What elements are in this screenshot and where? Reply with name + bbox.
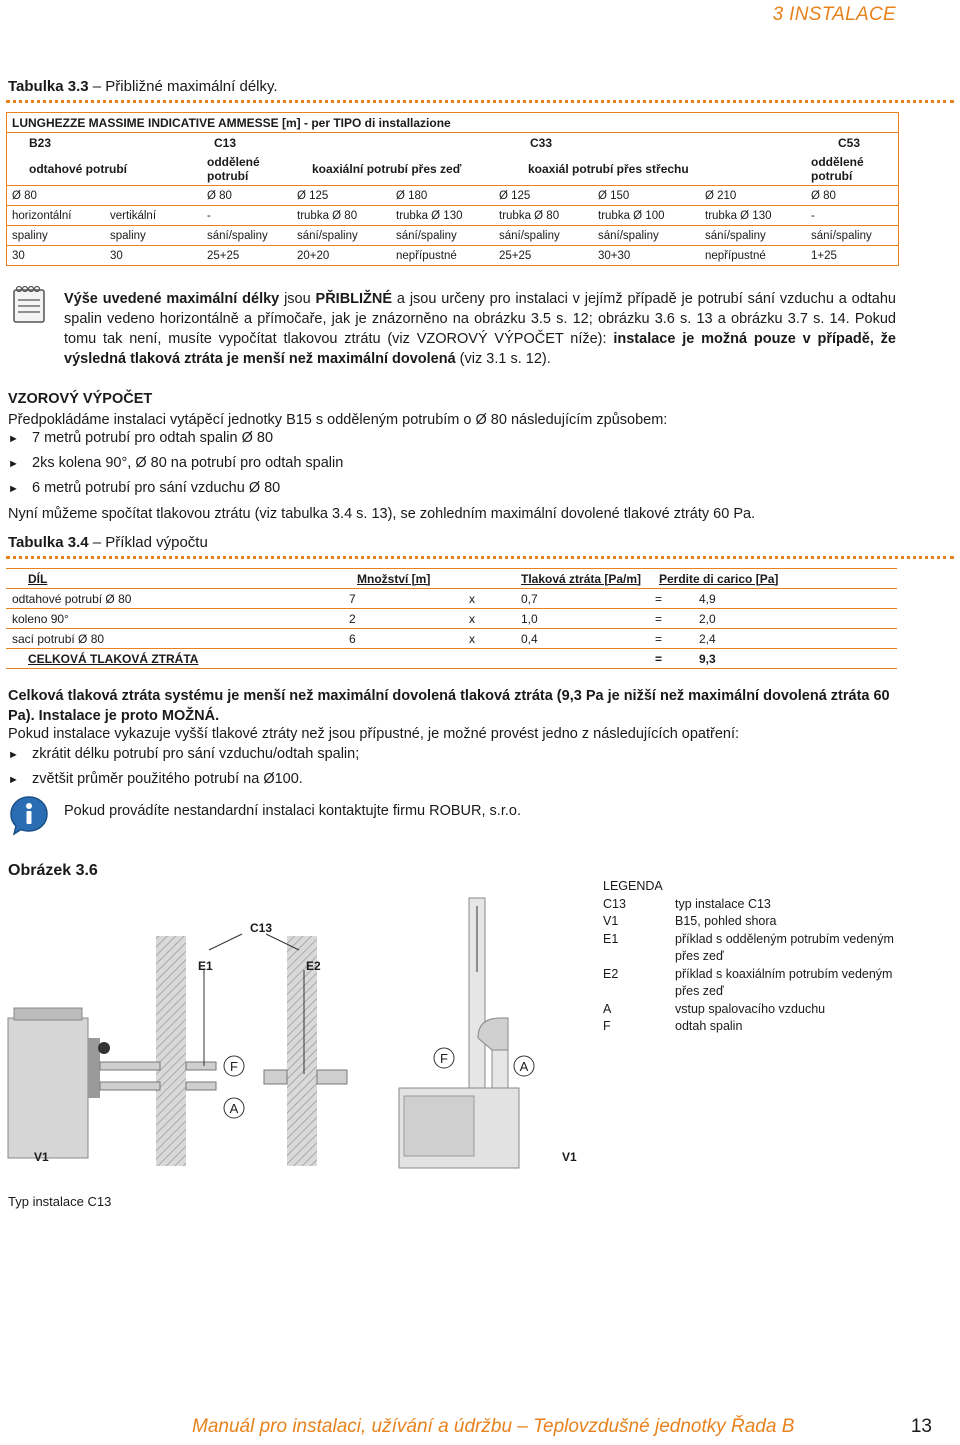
cell: sání/spaliny	[207, 229, 268, 242]
cell: vertikální	[110, 209, 157, 222]
table-row	[7, 225, 898, 245]
cell: koleno 90°	[12, 611, 69, 626]
footer-text: Manuál pro instalaci, užívání a údržbu – Teplovzdušné jednotky Řada B	[192, 1416, 795, 1437]
cell: sání/spaliny	[297, 229, 358, 242]
legend-item: V1 B15, pohled shora	[603, 914, 777, 928]
chapter-header: 3 INSTALACE	[772, 4, 896, 25]
table-3-3	[6, 112, 899, 266]
table-row	[7, 185, 898, 205]
legend-item: A vstup spalovacího vzduchu	[603, 1001, 826, 1016]
cell: Ø 80	[207, 189, 232, 202]
cell: Ø 125	[499, 189, 531, 202]
cell: trubka Ø 80	[499, 209, 560, 222]
cell: x	[469, 611, 475, 626]
group-c53: C53	[838, 135, 861, 150]
cell: 30+30	[598, 249, 631, 262]
list-item: ► 7 metrů potrubí pro odtah spalin Ø 80	[8, 430, 274, 446]
cell: sání/spaliny	[705, 229, 766, 242]
label-a-e1: A	[229, 1101, 239, 1116]
cell: 0,4	[521, 631, 538, 646]
arrow-bullet-icon: ►	[8, 433, 19, 445]
group-c33: C33	[530, 135, 553, 150]
cell: Ø 80	[12, 189, 37, 202]
cell: -	[207, 209, 211, 222]
subhead-koax-zed: koaxiální potrubí přes zeď	[312, 161, 462, 176]
cell: 1,0	[521, 611, 538, 626]
cell: Ø 80	[811, 189, 836, 202]
note-paragraph: Výše uvedené maximální délky jsou PŘIBLIŽNÉ a jsou určeny pro instalaci v jejímž případě je potrubí sání vzduchu a odtahu spalin vedeno horizontálně a přímočaře, jak je znázorněno na obrázku 3.5 s. 12; obrázku 3.6 s. 13 a obrázku 3.7 s. 14. Pokud tomu tak není, musíte vypočítat tlakovou ztrátu (viz VZOROVÝ VÝPOČET níže): instalace je možná pouze v případě, že výsledná tlaková ztráta je menší než maximální dovolená (viz 3.1 s. 12).	[64, 291, 896, 367]
list-item: ► zvětšit průměr použitého potrubí na Ø100.	[8, 771, 303, 787]
cell: 30	[12, 249, 25, 262]
arrow-bullet-icon: ►	[8, 458, 19, 470]
subhead-oddelene-c53: oddělené potrubí	[811, 154, 864, 183]
cell: sání/spaliny	[598, 229, 659, 242]
figure-title: Obrázek 3.6	[8, 862, 98, 879]
list-item: ► 6 metrů potrubí pro sání vzduchu Ø 80	[8, 480, 281, 496]
cell: 30	[110, 249, 123, 262]
group-c13: C13	[214, 135, 237, 150]
cell: horizontální	[12, 209, 72, 222]
example-heading: VZOROVÝ VÝPOČET	[8, 391, 153, 407]
cell: Ø 150	[598, 189, 630, 202]
label-f-roof: F	[440, 1051, 448, 1066]
cell: Ø 125	[297, 189, 329, 202]
notepad-icon	[10, 284, 48, 324]
table-row	[6, 589, 897, 609]
cell: 1+25	[811, 249, 837, 262]
cell: =	[655, 611, 663, 626]
cell: sání/spaliny	[499, 229, 560, 242]
subhead-odtah: odtahové potrubí	[29, 161, 127, 176]
cell: trubka Ø 130	[705, 209, 772, 222]
dotted-divider	[6, 100, 954, 103]
legend-item: F odtah spalin	[603, 1019, 743, 1033]
table-3-3-title	[8, 78, 278, 95]
total-label: CELKOVÁ TLAKOVÁ ZTRÁTA	[28, 651, 199, 666]
table-3-3-heading: LUNGHEZZE MASSIME INDICATIVE AMMESSE [m] - per TIPO di installazione	[12, 115, 451, 130]
cell: =	[655, 651, 663, 666]
arrow-bullet-icon: ►	[8, 774, 19, 786]
cell: 2	[349, 611, 356, 626]
table-total-row	[6, 649, 897, 669]
cell: sání/spaliny	[811, 229, 872, 242]
info-icon	[8, 794, 50, 836]
label-v1-left: V1	[34, 1150, 49, 1164]
cell: trubka Ø 80	[297, 209, 358, 222]
label-c13: C13	[250, 921, 273, 935]
table-3-3-label: Tabulka 3.3	[8, 78, 89, 95]
table-3-4-title: Tabulka 3.4 – Příklad výpočtu	[8, 534, 208, 551]
cell: x	[469, 631, 475, 646]
legend	[603, 878, 900, 1036]
legend-item: C13 typ instalace C13	[603, 896, 771, 911]
label-v1-right: V1	[562, 1150, 577, 1164]
cell: trubka Ø 100	[598, 209, 665, 222]
cell: sání/spaliny	[396, 229, 457, 242]
col-header: Perdite di carico [Pa]	[659, 571, 779, 586]
arrow-bullet-icon: ►	[8, 483, 19, 495]
cell: nepřípustné	[396, 249, 457, 262]
cell: =	[655, 631, 663, 646]
arrow-bullet-icon: ►	[8, 749, 19, 761]
table-row	[6, 609, 897, 629]
cell: x	[469, 591, 475, 606]
table-header-row	[6, 568, 897, 589]
cell: 2,0	[699, 611, 716, 626]
subhead-koax-strecha: koaxiál potrubí přes střechu	[528, 161, 689, 176]
group-b23: B23	[29, 135, 52, 150]
dotted-divider	[6, 556, 954, 559]
cell: Ø 210	[705, 189, 737, 202]
label-e1: E1	[198, 959, 213, 973]
cell: trubka Ø 130	[396, 209, 463, 222]
cell: 20+20	[297, 249, 330, 262]
example-conclusion: Nyní můžeme spočítat tlakovou ztrátu (viz tabulka 3.4 s. 13), se zohledním maximální dovolené tlakové ztráty 60 Pa.	[8, 506, 756, 522]
cell: 6	[349, 631, 356, 646]
total-value: 9,3	[699, 651, 716, 666]
table-3-4	[6, 568, 897, 669]
cell: 25+25	[207, 249, 240, 262]
list-item: ► 2ks kolena 90°, Ø 80 na potrubí pro odtah spalin	[8, 455, 344, 471]
wall-e1	[156, 936, 186, 1166]
legend-title: LEGENDA	[603, 879, 663, 893]
legend-item: E2 příklad s koaxiálním potrubím vedeným přes zeď	[603, 966, 893, 998]
list-item: ► zkrátit délku potrubí pro sání vzduchu/odtah spalin;	[8, 746, 360, 762]
cell: odtahové potrubí Ø 80	[12, 591, 132, 606]
cell: spaliny	[12, 229, 48, 242]
heater-unit-left	[8, 1018, 88, 1158]
cell: spaliny	[110, 229, 146, 242]
installation-figure	[4, 878, 594, 1178]
cell: 4,9	[699, 591, 716, 606]
cell: nepřípustné	[705, 249, 766, 262]
info-text: Pokud provádíte nestandardní instalaci kontaktujte firmu ROBUR, s.r.o.	[64, 803, 521, 819]
cell: 2,4	[699, 631, 716, 646]
cell: -	[811, 209, 815, 222]
label-a-roof: A	[519, 1059, 529, 1074]
cell: 0,7	[521, 591, 538, 606]
subhead-oddelene: oddělené potrubí	[207, 154, 260, 183]
page-number: 13	[910, 1416, 932, 1437]
label-f-e1: F	[230, 1059, 238, 1074]
example-intro: Předpokládáme instalaci vytápěcí jednotky B15 s odděleným potrubím o Ø 80 následujícím způsobem:	[8, 412, 668, 428]
table-row	[7, 245, 898, 265]
label-e2: E2	[306, 959, 321, 973]
figure-caption: Typ instalace C13	[8, 1194, 112, 1209]
col-header: DÍL	[28, 571, 48, 586]
cell: 25+25	[499, 249, 532, 262]
legend-item: E1 příklad s odděleným potrubím vedeným přes zeď	[603, 931, 894, 963]
cell: sací potrubí Ø 80	[12, 631, 105, 646]
cell: Ø 180	[396, 189, 428, 202]
result-bold: Celková tlaková ztráta systému je menší než maximální dovolená tlaková ztráta (9,3 Pa je nižší než maximální dovolená ztráta 60 Pa). Instalace je proto MOŽNÁ.	[8, 688, 890, 724]
cell: 7	[349, 591, 356, 606]
col-header: Množství [m]	[357, 571, 431, 586]
table-3-3-caption: – Přibližné maximální délky.	[88, 78, 278, 95]
col-header: Tlaková ztráta [Pa/m]	[521, 571, 642, 586]
cell: =	[655, 591, 663, 606]
table-row	[6, 629, 897, 649]
result-line: Pokud instalace vykazuje vyšší tlakové ztráty než jsou přípustné, je možné provést jedno z následujících opatření:	[8, 726, 740, 742]
table-row	[7, 205, 898, 225]
